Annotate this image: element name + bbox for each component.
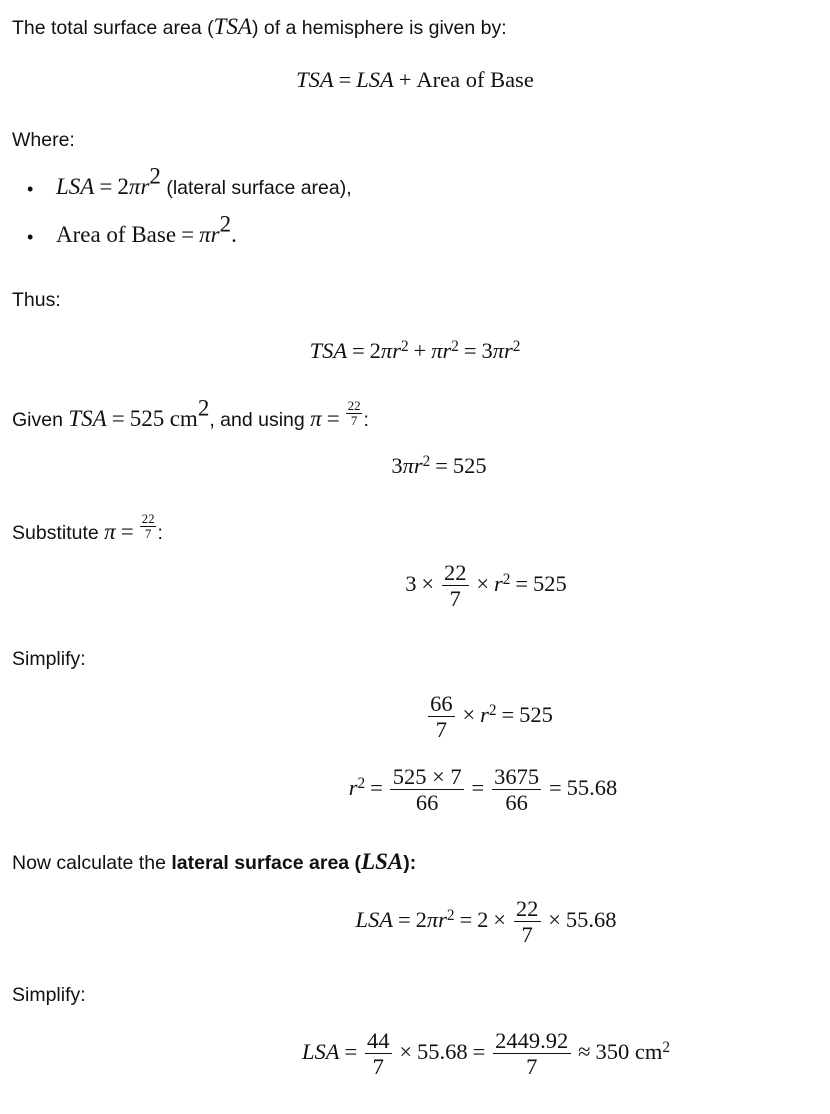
fraction-22-over-7 [514, 896, 541, 947]
period: . [231, 222, 237, 247]
times-sign: × [548, 906, 561, 932]
equals-sign: = [548, 774, 562, 800]
equals-sign: = [338, 67, 352, 92]
fraction-66-over-7 [428, 691, 455, 742]
substitute-text: Substitute [12, 521, 105, 544]
equation-66-over-7 [0, 691, 830, 742]
equals-sign: = [352, 338, 365, 363]
equation-lsa-result [0, 1028, 830, 1079]
lsa-symbol: LSA [361, 849, 404, 874]
value-55-68: 55.68 [565, 906, 617, 932]
now-text: Now calculate the [12, 852, 172, 874]
equals-sign: = [471, 774, 485, 800]
exponent-two: 2 [451, 338, 459, 356]
given-text: Given [12, 408, 69, 431]
denominator: 7 [521, 922, 533, 948]
exponent-two: 2 [219, 211, 232, 237]
numerator: 22 [514, 896, 541, 922]
colon: : [363, 408, 369, 431]
numerator: 22 [141, 511, 155, 526]
equation-tsa-expanded [0, 338, 830, 364]
denominator: 7 [526, 1054, 538, 1080]
intro-line [12, 14, 507, 41]
times-sign: × [493, 906, 506, 932]
intro-text-end: ) of a hemisphere is given by: [251, 17, 507, 39]
equation-substituted [0, 560, 830, 611]
fraction-22-over-7 [442, 560, 469, 611]
equation-tsa-definition [0, 67, 830, 93]
plus-sign: + [413, 338, 427, 363]
r-symbol: r [504, 338, 513, 363]
tsa-symbol: TSA [309, 338, 348, 363]
equals-sign: = [463, 338, 477, 363]
equals-sign: = [181, 222, 195, 247]
equals-sign: = [459, 906, 473, 932]
pi-symbol: π [310, 405, 322, 431]
numerator: 22 [347, 398, 361, 413]
exponent-two: 2 [502, 570, 511, 588]
unit-cm: cm [169, 405, 198, 431]
coef-two: 2 [369, 338, 381, 363]
coef-three: 3 [405, 570, 417, 596]
plus-sign: + [398, 67, 412, 92]
area-of-base-term: Area of Base [56, 222, 177, 247]
exponent-two: 2 [446, 906, 455, 924]
colon: : [157, 521, 163, 544]
equals-sign: = [515, 570, 529, 596]
numerator: 66 [428, 691, 455, 717]
approx-sign: ≈ [578, 1038, 591, 1064]
pi-symbol: π [199, 222, 211, 247]
equals-sign: = [111, 405, 125, 431]
unit-cm: cm [634, 1038, 663, 1064]
close-paren-colon: ): [403, 852, 417, 874]
equals-sign: = [120, 518, 134, 544]
tsa-symbol: TSA [296, 67, 334, 92]
denominator: 66 [415, 790, 439, 816]
lsa-symbol: LSA [355, 906, 393, 932]
coef-three: 3 [481, 338, 493, 363]
exponent-two: 2 [197, 395, 210, 421]
value-525: 525 [519, 701, 553, 727]
times-sign: × [421, 570, 435, 596]
times-sign: × [462, 701, 476, 727]
r-symbol: r [413, 453, 423, 478]
numerator: 2449.92 [493, 1028, 571, 1054]
given-text-using: , and using [209, 408, 311, 431]
value-525: 525 [452, 453, 487, 478]
equals-sign: = [501, 701, 515, 727]
equals-sign: = [99, 174, 113, 199]
lateral-surface-area-bold: lateral surface area [171, 852, 350, 874]
numerator: 3675 [492, 764, 542, 790]
equation-lsa-formula [0, 896, 830, 947]
exponent-two: 2 [662, 1038, 670, 1056]
denominator: 66 [505, 790, 528, 816]
tsa-symbol: TSA [213, 14, 252, 39]
now-calculate-line [12, 849, 416, 876]
value-525: 525 [533, 570, 567, 596]
r-symbol: r [438, 906, 447, 932]
value-525: 525 [129, 405, 165, 431]
bullet-item-base [56, 211, 237, 249]
pi-symbol: π [380, 338, 393, 363]
fraction-44-over-7 [365, 1028, 392, 1079]
substitute-line [12, 512, 163, 546]
fraction-525x7-over-66 [390, 764, 463, 815]
numerator: 44 [365, 1028, 392, 1054]
r-symbol: r [210, 222, 220, 247]
equals-sign: = [435, 453, 448, 478]
r-symbol: r [392, 338, 401, 363]
bullet-item-lsa [56, 163, 352, 201]
exponent-two: 2 [149, 163, 161, 189]
simplify-label-1: Simplify: [12, 648, 86, 670]
times-sign: × [399, 1038, 413, 1064]
coef-two: 2 [415, 906, 427, 932]
lsa-symbol: LSA [56, 174, 95, 199]
coef-two: 2 [117, 174, 129, 199]
pi-symbol: π [431, 338, 443, 363]
equals-sign: = [472, 1038, 486, 1064]
denominator: 7 [144, 525, 152, 541]
equation-3pir2-525 [0, 453, 830, 479]
given-line [12, 395, 369, 433]
equals-sign: = [326, 405, 340, 431]
pi-symbol: π [492, 338, 504, 363]
intro-text: The total surface area ( [12, 17, 214, 39]
r-symbol: r [442, 338, 452, 363]
fraction-3675-over-66 [492, 764, 542, 815]
denominator: 7 [449, 586, 461, 612]
bullet-dot-1: • [27, 179, 34, 199]
r-symbol: r [480, 701, 489, 727]
denominator: 7 [350, 412, 358, 428]
value-350: 350 [595, 1038, 630, 1064]
fraction-2449-92-over-7 [493, 1028, 571, 1079]
times-sign: × [476, 570, 490, 596]
thus-label: Thus: [12, 289, 61, 311]
exponent-two: 2 [512, 338, 521, 356]
pi-symbol: π [128, 174, 141, 199]
fraction-22-over-7 [346, 399, 362, 427]
r-symbol: r [494, 570, 503, 596]
exponent-two: 2 [488, 701, 497, 719]
equation-r-squared [0, 764, 830, 815]
pi-symbol: π [402, 453, 414, 478]
coef-two: 2 [477, 906, 489, 932]
where-label: Where: [12, 129, 75, 151]
r-symbol: r [140, 174, 150, 199]
bullet-lsa-description: (lateral surface area), [160, 177, 352, 199]
value-55-68: 55.68 [566, 774, 618, 800]
exponent-two: 2 [400, 338, 409, 356]
equals-sign: = [397, 906, 411, 932]
r-symbol: r [348, 774, 358, 800]
denominator: 7 [372, 1054, 384, 1080]
pi-symbol: π [426, 906, 439, 932]
lsa-symbol: LSA [301, 1038, 340, 1064]
equals-sign: = [344, 1038, 358, 1064]
simplify-label-2: Simplify: [12, 984, 86, 1006]
numerator: 525 × 7 [390, 764, 463, 790]
exponent-two: 2 [357, 774, 366, 792]
open-paren: ( [349, 852, 362, 874]
lsa-symbol: LSA [356, 67, 394, 92]
numerator: 22 [442, 560, 469, 586]
bullet-dot-2: • [27, 227, 34, 247]
equals-sign: = [370, 774, 383, 800]
exponent-two: 2 [422, 453, 431, 471]
coef-three: 3 [391, 453, 403, 478]
value-55-68: 55.68 [417, 1038, 468, 1064]
denominator: 7 [435, 717, 447, 743]
tsa-symbol: TSA [68, 405, 107, 431]
fraction-22-over-7 [140, 512, 156, 540]
pi-symbol: π [104, 518, 116, 544]
area-of-base-term: Area of Base [416, 67, 534, 92]
